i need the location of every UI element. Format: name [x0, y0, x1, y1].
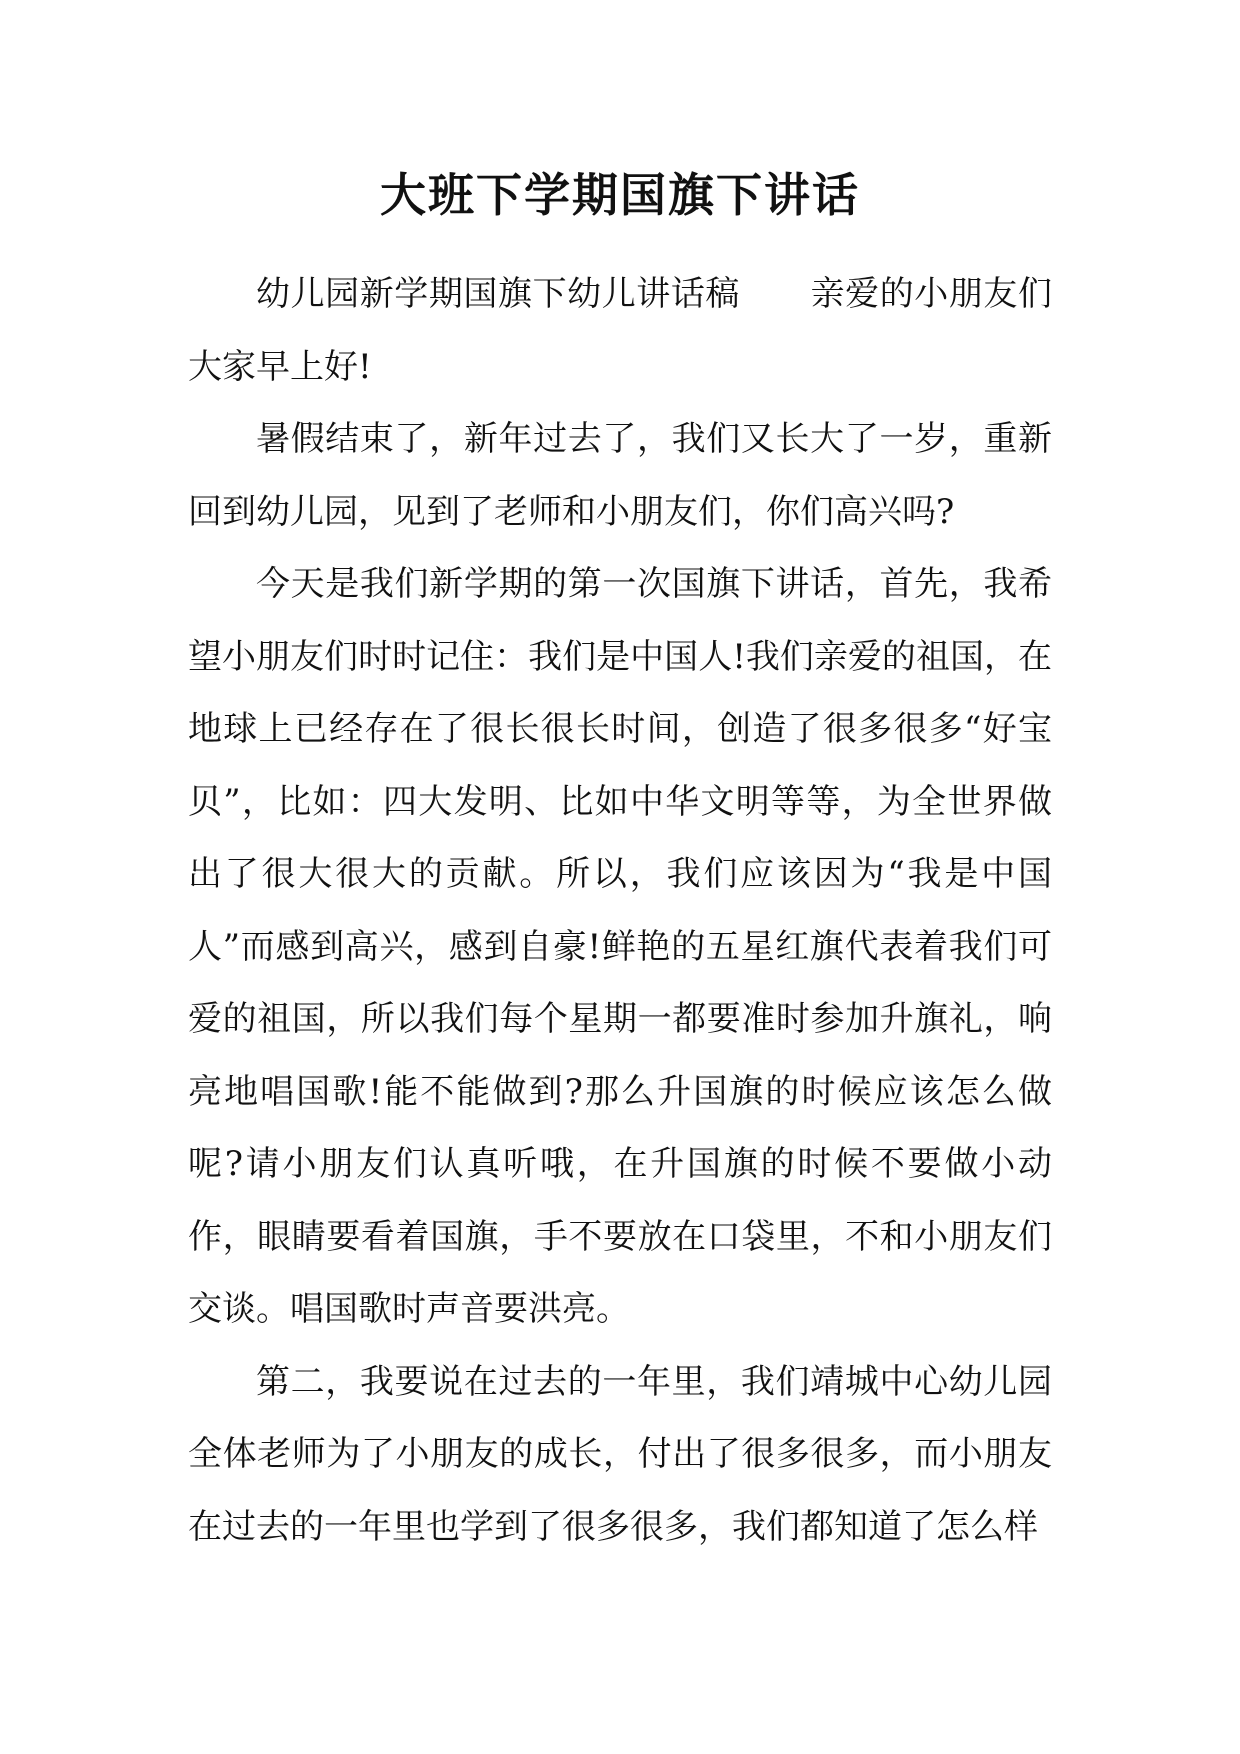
intro-paragraph [188, 258, 1052, 403]
paragraph-chinese: 今天是我们新学期的第一次国旗下讲话，首先，我希望小朋友们时时记住：我们是中国人!我们亲爱的祖国，在地球上已经存在了很长很长时间，创造了很多很多“好宝贝”，比如：四大发明、比如中华文明等等，为全世界做出了很大很大的贡献。所以，我们应该因为“我是中国人”而感到高兴，感到自豪!鲜艳的五星红旗代表着我们可爱的祖国，所以我们每个星期一都要准时参加升旗礼，响亮地唱国歌!能不能做到?那么升国旗的时候应该怎么做呢?请小朋友们认真听哦，在升国旗的时候不要做小动作，眼睛要看着国旗，手不要放在口袋里，不和小朋友们交谈。唱国歌时声音要洪亮。 [188, 564, 1052, 1329]
paragraph-second: 第二，我要说在过去的一年里，我们靖城中心幼儿园全体老师为了小朋友的成长，付出了很多很多，而小朋友在过去的一年里也学到了很多很多，我们都知道了怎么样 [188, 1361, 1052, 1547]
paragraph-summer: 暑假结束了，新年过去了，我们又长大了一岁，重新回到幼儿园，见到了老师和小朋友们，你们高兴吗? [188, 419, 1052, 532]
document-body [188, 258, 1052, 1563]
document-title: 大班下学期国旗下讲话 [380, 168, 860, 222]
intro-greeting: 亲爱的小朋友们大家早上好! [188, 274, 1052, 387]
intro-heading: 幼儿园新学期国旗下幼儿讲话稿 [256, 274, 740, 314]
